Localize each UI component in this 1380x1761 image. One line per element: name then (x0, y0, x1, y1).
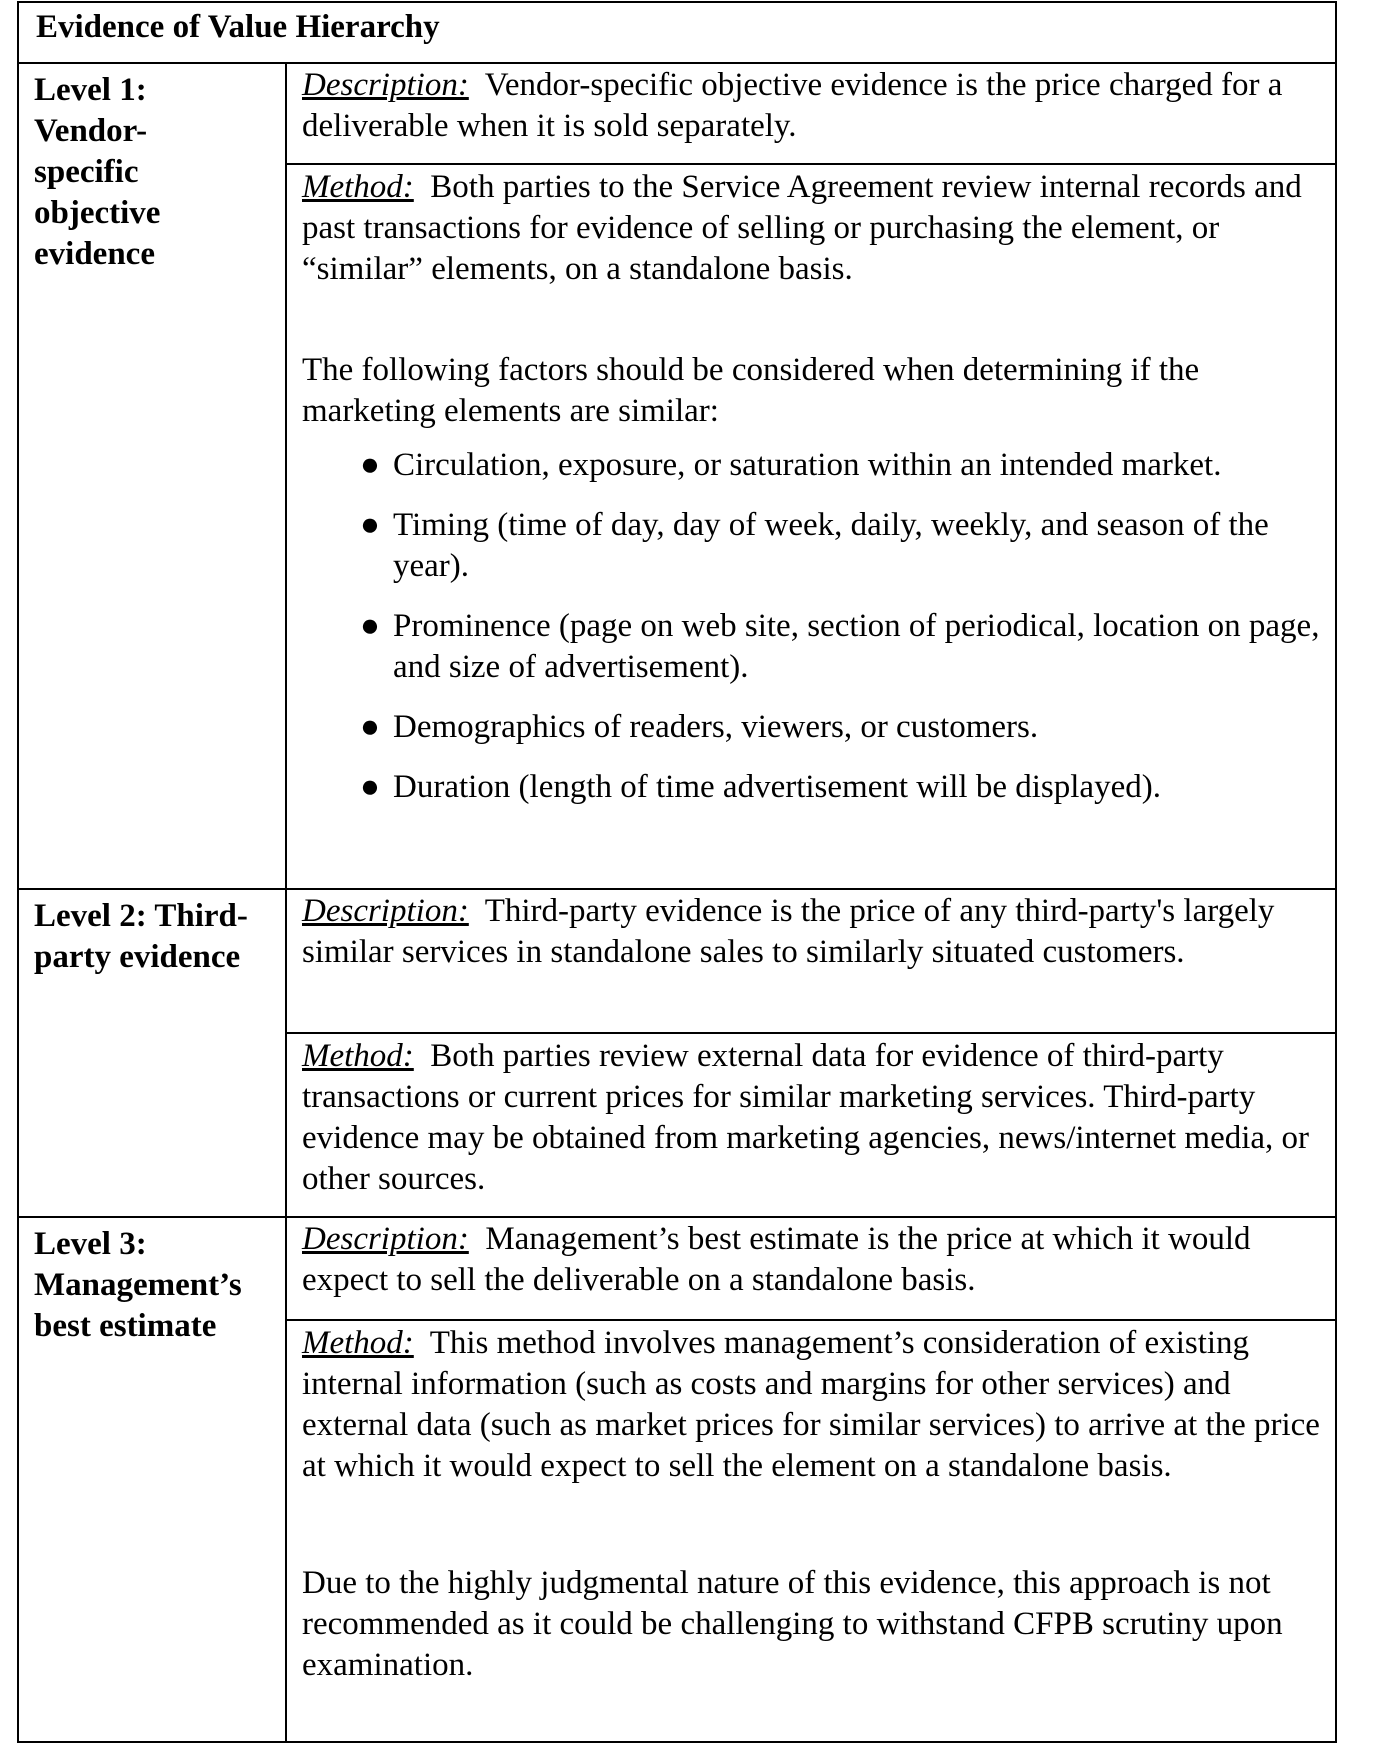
list-item (360, 445, 1321, 486)
factors-list (302, 445, 1321, 808)
description-text: Management’s best estimate is the price at which it would expect to sell the deliverable on a standalone basis. (302, 1221, 1259, 1298)
list-item (360, 606, 1321, 688)
table-title-row (18, 2, 1336, 63)
factor-text: Circulation, exposure, or saturation within an intended market. (393, 447, 1222, 483)
description-label: Description: (302, 67, 469, 103)
table-title: Evidence of Value Hierarchy (18, 2, 1336, 63)
level-3-method (286, 1320, 1336, 1742)
level-2-description (286, 889, 1336, 1033)
bullet-icon: ● (360, 447, 380, 483)
bullet-icon: ● (360, 769, 380, 805)
list-item (360, 767, 1321, 808)
evidence-hierarchy-table (17, 1, 1337, 1743)
method-paragraph (302, 1323, 1329, 1487)
bullet-icon: ● (360, 608, 380, 644)
level-2-method (286, 1033, 1336, 1217)
factor-text: Prominence (page on web site, section of periodical, location on page, and size of advertisement). (393, 608, 1320, 685)
method-label: Method: (302, 169, 414, 205)
level-3-description (286, 1217, 1336, 1320)
method-label: Method: (302, 1038, 414, 1074)
level-3-description-row (18, 1217, 1336, 1320)
method-paragraph (302, 167, 1321, 290)
list-item (360, 707, 1321, 748)
factors-intro: The following factors should be considered when determining if the marketing elements are similar: (302, 352, 1200, 429)
factor-text: Demographics of readers, viewers, or customers. (393, 709, 1039, 745)
description-label: Description: (302, 1221, 469, 1257)
method-text: This method involves management’s consideration of existing internal information (such as costs and margins for other services) and external data (such as market prices for similar services) to arrive at the price at which it would expect to sell the element on a standalone basis. (302, 1325, 1329, 1484)
level-2-description-row (18, 889, 1336, 1033)
level-1-description (286, 63, 1336, 164)
description-text: Vendor-specific objective evidence is the price charged for a deliverable when it is sold separately. (302, 67, 1291, 144)
level-3-note: Due to the highly judgmental nature of this evidence, this approach is not recommended as it could be challenging to withstand CFPB scrutiny upon examination. (302, 1565, 1283, 1683)
method-text: Both parties review external data for evidence of third-party transactions or current prices for similar marketing services. Third-party evidence may be obtained from marketing agencies, news/internet media, or other sources. (302, 1038, 1318, 1197)
method-label: Method: (302, 1325, 414, 1361)
list-item (360, 505, 1321, 587)
description-text: Third-party evidence is the price of any third-party's largely similar services in standalone sales to similarly situated customers. (302, 893, 1283, 970)
level-3-label: Level 3: Management’s best estimate (18, 1217, 286, 1742)
description-label: Description: (302, 893, 469, 929)
bullet-icon: ● (360, 507, 380, 543)
method-text: Both parties to the Service Agreement review internal records and past transactions for evidence of selling or purchasing the element, or “similar” elements, on a standalone basis. (302, 169, 1310, 287)
factor-text: Duration (length of time advertisement will be displayed). (393, 769, 1161, 805)
bullet-icon: ● (360, 709, 380, 745)
factor-text: Timing (time of day, day of week, daily, weekly, and season of the year). (393, 507, 1269, 584)
level-1-description-row (18, 63, 1336, 164)
level-1-label: Level 1: Vendor- specific objective evidence (18, 63, 286, 889)
level-1-method (286, 164, 1336, 889)
level-2-label: Level 2: Third- party evidence (18, 889, 286, 1217)
